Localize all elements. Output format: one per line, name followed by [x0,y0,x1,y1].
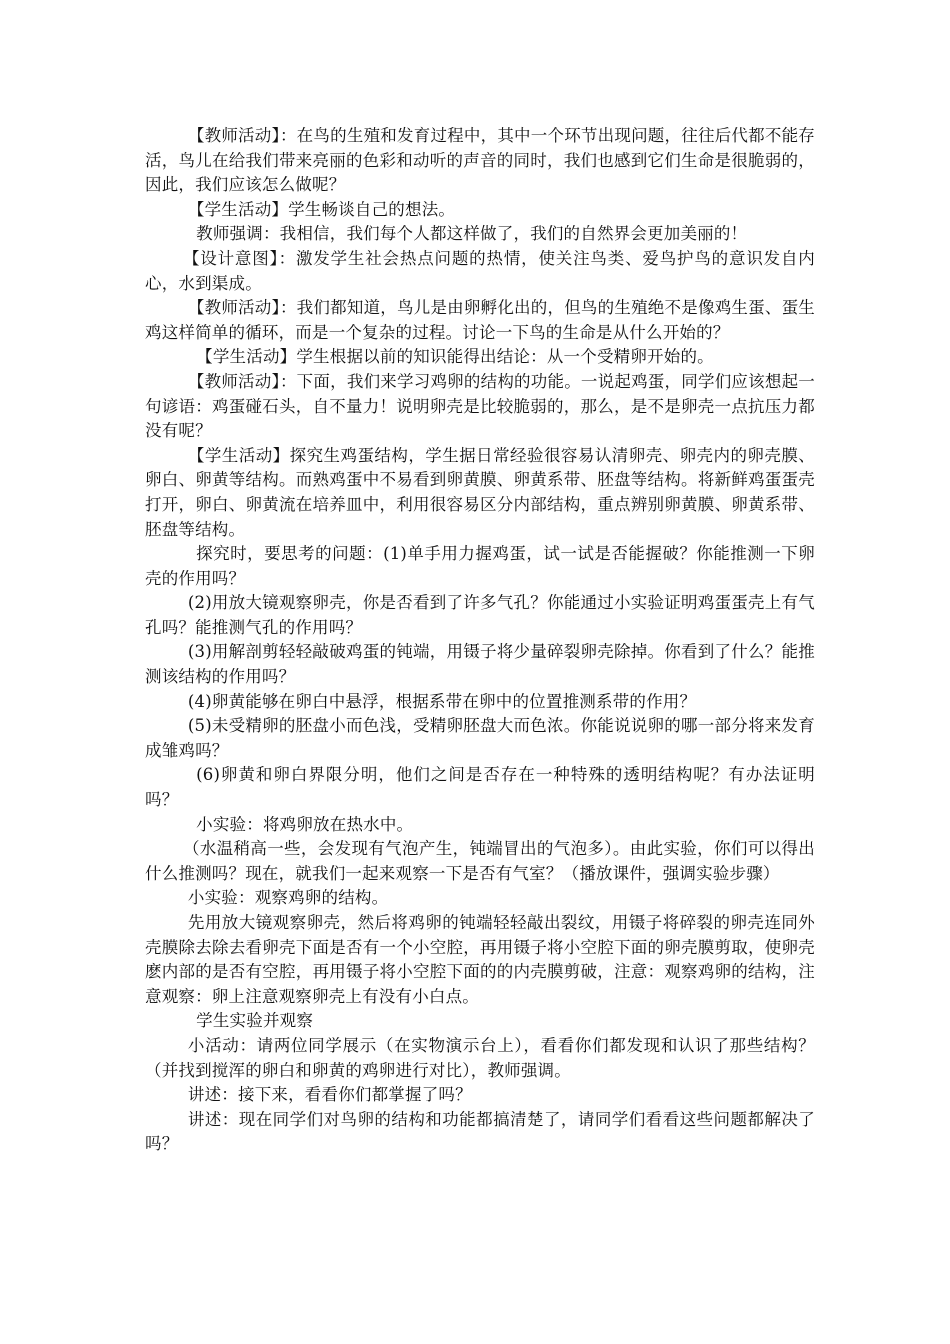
paragraph-inquiry-question-1: 探究时，要思考的问题：(1)单手用力握鸡蛋，试一试是否能握破？你能推测一下卵壳的作用吗？ [145,544,815,588]
paragraph-student-activity-1: 【学生活动】学生畅谈自己的想法。 [187,199,456,219]
paragraph-mini-experiment-1: 小实验：将鸡卵放在热水中。 [196,814,414,834]
paragraph-narration-1: 讲述：接下来，看看你们都掌握了吗？ [187,1085,472,1105]
paragraph-teacher-activity-1: 【教师活动】：在鸟的生殖和发育过程中，其中一个环节出现问题，往往后代都不能存活，鸟儿在给我们带来亮丽的色彩和动听的声音的同时，我们也感到它们生命是很脆弱的，因此，我们应该怎么做呢？ [145,126,815,195]
paragraph-student-activity-2: 【学生活动】学生根据以前的知识能得出结论：从一个受精卵开始的。 [196,347,714,367]
paragraph-inquiry-question-3: (3)用解剖剪轻轻敲破鸡蛋的钝端，用镊子将少量碎裂卵壳除掉。你看到了什么？能推测该结构的作用吗？ [145,642,815,687]
paragraph-student-activity-3: 【学生活动】探究生鸡蛋结构，学生据日常经验很容易认清卵壳、卵壳内的卵壳膜、卵白、卵黄等结构。而熟鸡蛋中不易看到卵黄膜、卵黄系带、胚盘等结构。将新鲜鸡蛋蛋壳打开，卵白、卵黄流在培养皿中，利用很容易区分内部结构，重点辨别卵黄膜、卵黄系带、胚盘等结构。 [145,445,815,539]
paragraph-experiment-steps: 先用放大镜观察卵壳，然后将鸡卵的钝端轻轻敲出裂纹，用镊子将碎裂的卵壳连同外壳膜除去除去看卵壳下面是否有一个小空腔，再用镊子将小空腔下面的卵壳膜剪取，使卵壳麽内部的是否有空腔，再用镊子将小空腔下面的的内壳膜剪破，注意：观察鸡卵的结构，注意观察：卵上注意观察卵壳上有没有小白点。 [145,913,815,1006]
paragraph-teacher-activity-2: 【教师活动】：我们都知道，鸟儿是由卵孵化出的，但鸟的生殖绝不是像鸡生蛋、蛋生鸡这样简单的循环，而是一个复杂的过程。讨论一下鸟的生命是从什么开始的？ [145,298,815,342]
paragraph-narration-2: 讲述：现在同学们对鸟卵的结构和功能都搞清楚了，请同学们看看这些问题都解决了吗？ [145,1109,815,1154]
paragraph-student-experiment: 学生实验并观察 [196,1011,314,1031]
paragraph-experiment-observation: （水温稍高一些，会发现有气泡产生，钝端冒出的气泡多）。由此实验，你们可以得出什么推测吗？现在，就我们一起来观察一下是否有气室？（播放课件，强调实验步骤） [145,839,815,883]
paragraph-inquiry-question-4: (4)卵黄能够在卵白中悬浮，根据系带在卵中的位置推测系带的作用？ [187,691,697,711]
paragraph-teacher-activity-3: 【教师活动】：下面，我们来学习鸡卵的结构的功能。一说起鸡蛋，同学们应该想起一句谚语：鸡蛋碰石头，自不量力！说明卵壳是比较脆弱的，那么，是不是卵壳一点抗压力都没有呢？ [145,371,815,441]
paragraph-inquiry-question-2: (2)用放大镜观察卵壳，你是否看到了许多气孔？你能通过小实验证明鸡蛋蛋壳上有气孔吗？能推测气孔的作用吗？ [145,593,815,637]
paragraph-inquiry-question-5: (5)未受精卵的胚盘小而色浅，受精卵胚盘大而色浓。你能说说卵的哪一部分将来发育成雏鸡吗？ [145,716,815,760]
paragraph-teacher-emphasis: 教师强调：我相信，我们每个人都这样做了，我们的自然界会更加美丽的！ [196,224,748,244]
paragraph-mini-experiment-2: 小实验：观察鸡卵的结构。 [187,888,389,908]
paragraph-inquiry-question-6: (6)卵黄和卵白界限分明，他们之间是否存在一种特殊的透明结构呢？有办法证明吗？ [145,765,815,810]
paragraph-design-intent: 【设计意图】：激发学生社会热点问题的热情，使关注鸟类、爱鸟护鸟的意识发自内心，水到渠成。 [145,248,815,293]
document-body [145,124,815,1157]
paragraph-mini-activity: 小活动：请两位同学展示（在实物演示台上），看看你们都发现和认识了那些结构？（并找到搅浑的卵白和卵黄的鸡卵进行对比），教师强调。 [145,1035,815,1080]
